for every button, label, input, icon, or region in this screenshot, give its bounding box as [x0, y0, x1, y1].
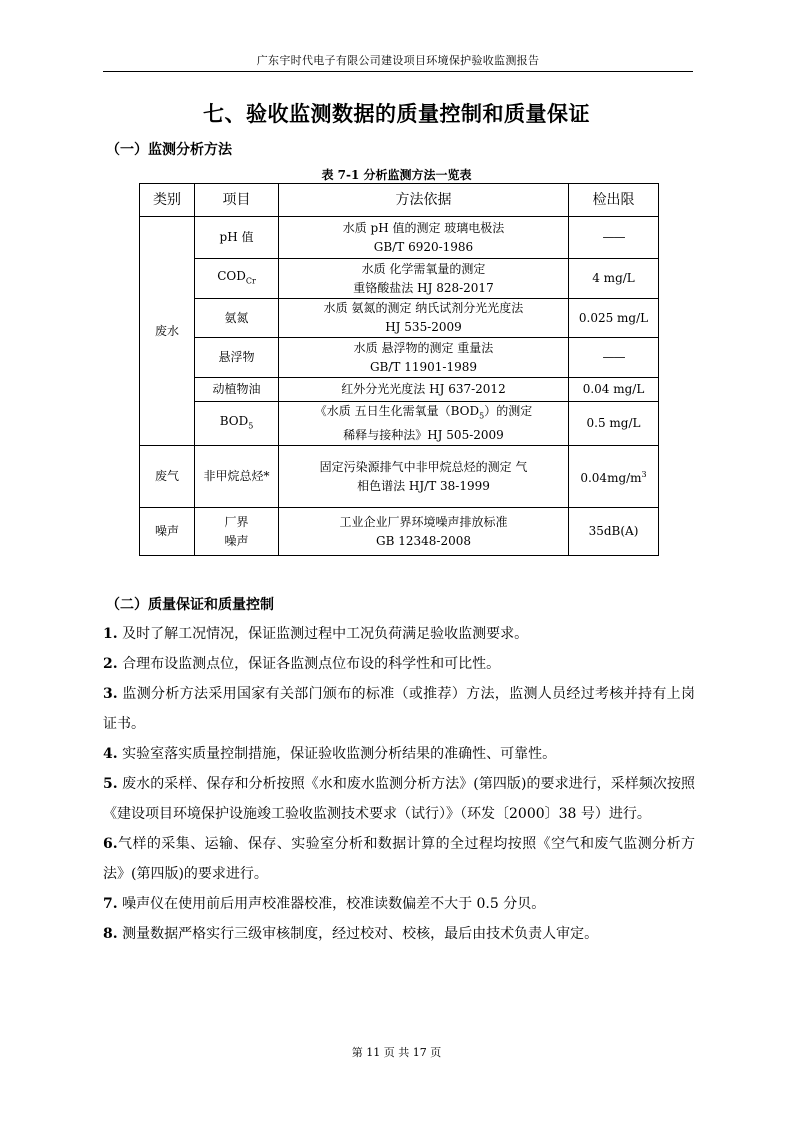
item-number: 2. — [103, 656, 118, 672]
item-number: 7. — [103, 896, 118, 912]
section-heading-methods: （一）监测分析方法 — [106, 142, 232, 158]
limit-cell: —— — [569, 217, 659, 259]
list-item — [103, 739, 695, 769]
item-number: 4. — [103, 746, 118, 762]
list-item — [103, 919, 695, 949]
limit-cell: —— — [569, 338, 659, 378]
item-text: 及时了解工况情况，保证监测过程中工况负荷满足验收监测要求。 — [117, 626, 529, 642]
method-line: 固定污染源排气中非甲烷总烃的测定 气 — [319, 459, 528, 474]
limit-value: 0.04mg/m — [580, 471, 642, 485]
limit-cell: 0.025 mg/L — [569, 299, 659, 338]
method-cell — [279, 446, 569, 508]
category-wastewater: 废水 — [140, 217, 195, 446]
chapter-title: 七、验收监测数据的质量控制和质量保证 — [203, 101, 590, 126]
method-cell — [279, 402, 569, 446]
method-line: GB/T 6920-1986 — [373, 239, 474, 254]
quality-measures-list — [103, 619, 695, 949]
category-noise: 噪声 — [140, 508, 195, 556]
method-cell — [279, 508, 569, 556]
list-item — [103, 769, 695, 829]
item-cell — [195, 402, 279, 446]
header-category: 类别 — [140, 184, 195, 217]
item-subscript: Cr — [245, 276, 256, 286]
item-text: 合理布设监测点位，保证各监测点位布设的科学性和可比性。 — [117, 656, 501, 672]
table-row — [140, 402, 659, 446]
methods-table — [139, 183, 659, 556]
method-line — [283, 402, 564, 425]
item-cell — [195, 259, 279, 299]
item-text: 实验室落实质量控制措施，保证验收监测分析结果的准确性、可靠性。 — [117, 746, 557, 762]
method-cell — [279, 338, 569, 378]
page-header: 广东宇时代电子有限公司建设项目环境保护验收监测报告 — [256, 54, 540, 67]
item-number: 8. — [103, 926, 118, 942]
method-line: 重铬酸盐法 HJ 828-2017 — [353, 280, 494, 295]
list-item — [103, 649, 695, 679]
table-row — [140, 378, 659, 402]
limit-cell: 4 mg/L — [569, 259, 659, 299]
method-cell — [279, 299, 569, 338]
header-item: 项目 — [195, 184, 279, 217]
item-subscript: 5 — [248, 421, 254, 431]
method-cell — [279, 259, 569, 299]
table-caption: 表 7-1 分析监测方法一览表 — [321, 168, 472, 182]
method-line: GB/T 11901-1989 — [369, 359, 478, 374]
item-cell — [195, 508, 279, 556]
item-number: 3. — [103, 686, 118, 702]
method-line: HJ 535-2009 — [385, 320, 462, 334]
item-text: 气样的采集、运输、保存、实验室分析和数据计算的全过程均按照《空气和废气监测分析方法》(第四版)的要求进行。 — [103, 836, 695, 882]
table-row — [140, 338, 659, 378]
limit-superscript: 3 — [641, 470, 647, 479]
method-cell — [279, 217, 569, 259]
method-line: 水质 氨氮的测定 纳氏试剂分光光度法 — [323, 301, 524, 315]
category-waste-gas: 废气 — [140, 446, 195, 508]
limit-cell: 0.04 mg/L — [569, 378, 659, 402]
item-cell: pH 值 — [195, 217, 279, 259]
table-row — [140, 446, 659, 508]
limit-cell — [569, 446, 659, 508]
list-item — [103, 679, 695, 739]
table-header-row — [140, 184, 659, 217]
method-line: 稀释与接种法》HJ 505-2009 — [343, 427, 504, 442]
table-row — [140, 508, 659, 556]
method-line: 水质 pH 值的测定 玻璃电极法 — [342, 220, 505, 235]
page-number: 第 11 页 共 17 页 — [351, 1046, 442, 1059]
item-cell: 悬浮物 — [195, 338, 279, 378]
limit-cell: 35dB(A) — [569, 508, 659, 556]
section-heading-quality: （二）质量保证和质量控制 — [106, 597, 274, 613]
item-text: 监测分析方法采用国家有关部门颁布的标准（或推荐）方法，监测人员经过考核并持有上岗证书。 — [103, 686, 695, 732]
method-text: ）的测定 — [484, 404, 533, 419]
method-line: 水质 悬浮物的测定 重量法 — [353, 340, 494, 355]
item-number: 6. — [103, 836, 118, 852]
item-line: 厂界 — [224, 514, 249, 529]
method-line: GB 12348-2008 — [376, 533, 471, 548]
list-item — [103, 889, 695, 919]
item-cell: 氨氮 — [195, 299, 279, 338]
item-cell: 动植物油 — [195, 378, 279, 402]
method-line: 工业企业厂界环境噪声排放标准 — [339, 514, 508, 529]
list-item — [103, 619, 695, 649]
item-name: BOD — [219, 413, 249, 428]
limit-cell: 0.5 mg/L — [569, 402, 659, 446]
table-row — [140, 259, 659, 299]
header-method: 方法依据 — [279, 184, 569, 217]
item-text: 噪声仪在使用前后用声校准器校准，校准读数偏差不大于 0.5 分贝。 — [117, 896, 546, 912]
item-text: 测量数据严格实行三级审核制度，经过校对、校核，最后由技术负责人审定。 — [117, 926, 599, 942]
table-row — [140, 299, 659, 338]
header-divider — [103, 71, 693, 72]
table-row — [140, 217, 659, 259]
item-line: 噪声 — [224, 533, 249, 548]
method-text: 《水质 五日生化需氧量（BOD — [314, 404, 480, 419]
item-number: 1. — [103, 626, 118, 642]
header-limit: 检出限 — [569, 184, 659, 217]
method-line: 相色谱法 HJ/T 38-1999 — [357, 478, 490, 493]
item-number: 5. — [103, 776, 118, 792]
method-cell: 红外分光光度法 HJ 637-2012 — [279, 378, 569, 402]
method-subscript: 5 — [479, 411, 485, 421]
item-text: 废水的采样、保存和分析按照《水和废水监测分析方法》(第四版)的要求进行，采样频次按照《建设项目环境保护设施竣工验收监测技术要求（试行）》（环发〔2000〕38 号）进行。 — [103, 776, 695, 822]
method-line: 水质 化学需氧量的测定 — [361, 261, 486, 276]
item-name: COD — [217, 268, 246, 283]
item-cell: 非甲烷总烃* — [195, 446, 279, 508]
list-item — [103, 829, 695, 889]
